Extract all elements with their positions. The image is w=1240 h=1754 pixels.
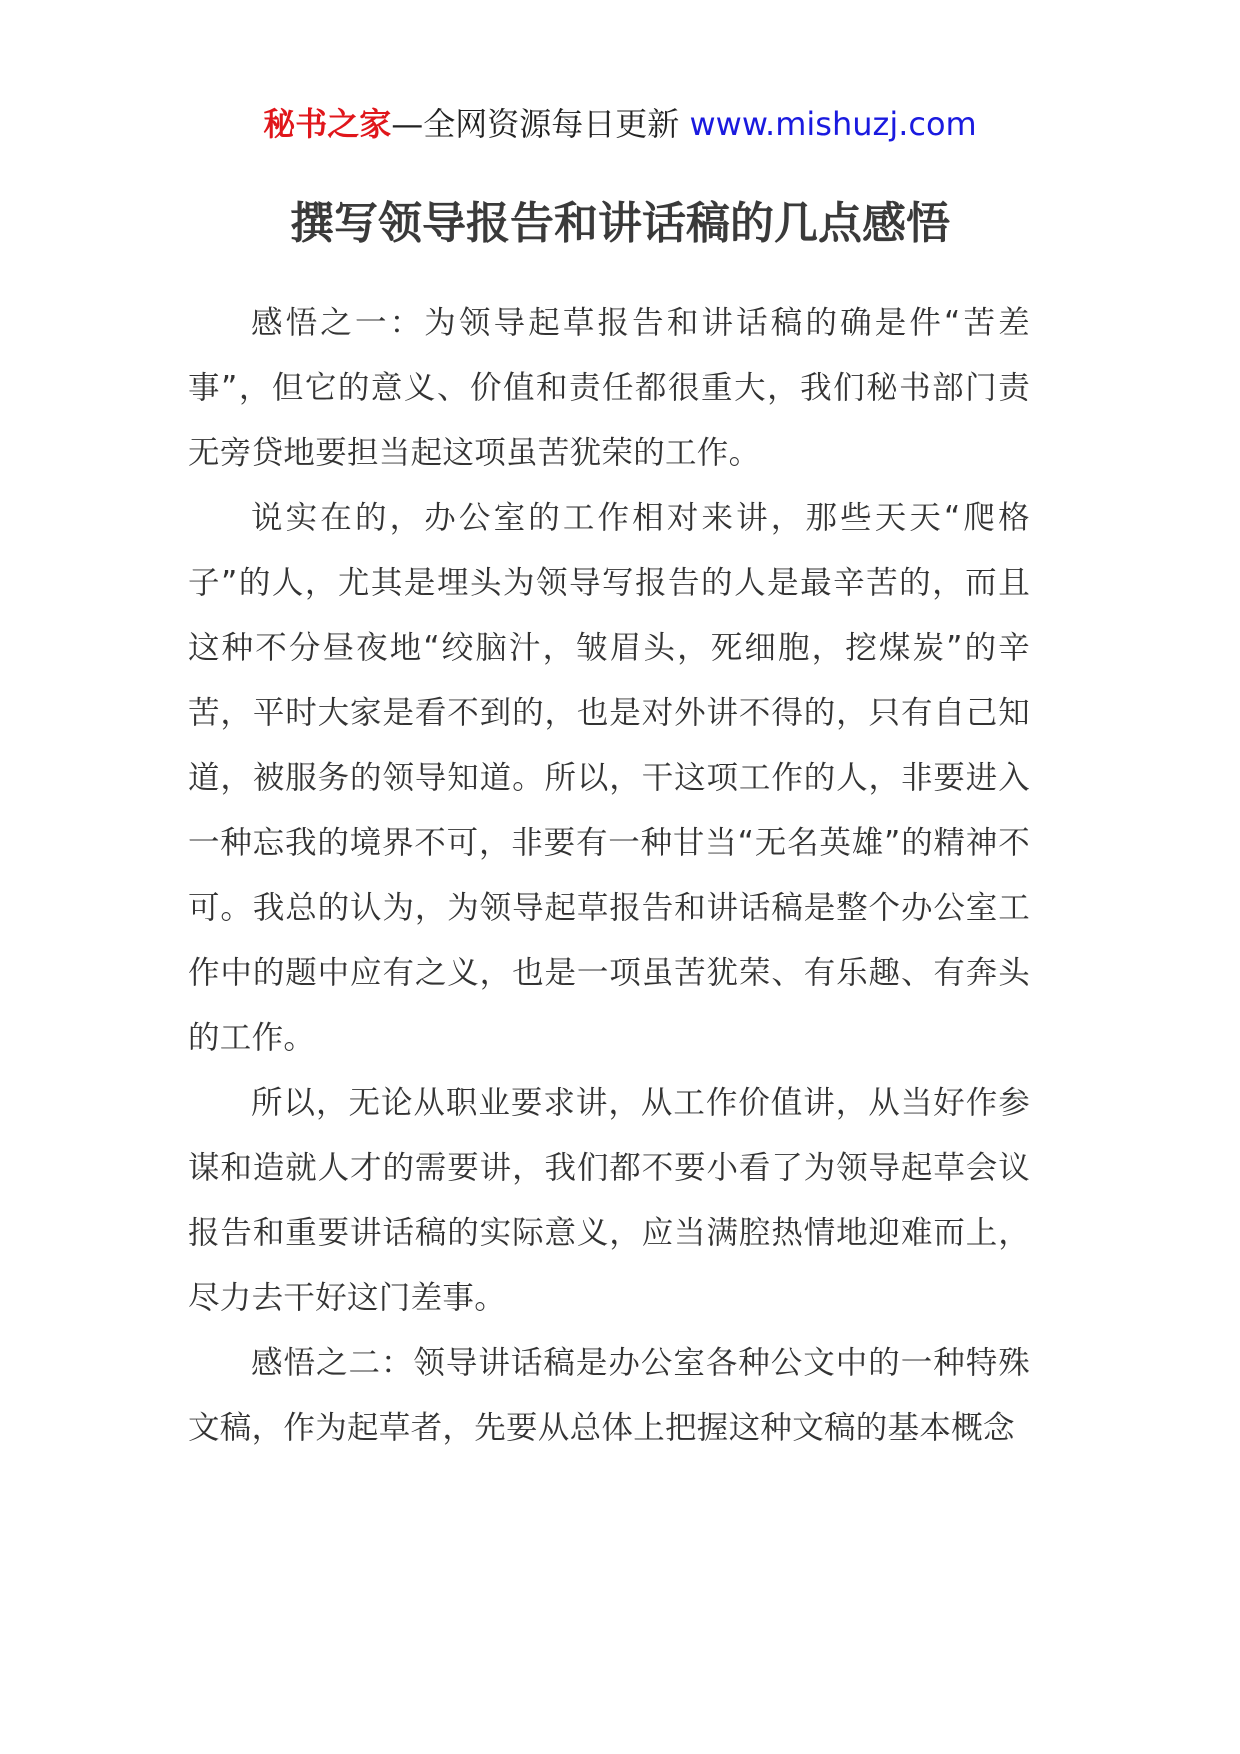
site-header <box>0 98 1240 150</box>
paragraph-1: 感悟之一：为领导起草报告和讲话稿的确是件“苦差事”，但它的意义、价值和责任都很重大，我们秘书部门责无旁贷地要担当起这项虽苦犹荣的工作。 <box>188 305 1030 471</box>
document-title: 撰写领导报告和讲话稿的几点感悟 <box>290 198 950 249</box>
site-slogan: —全网资源每日更新 <box>391 105 680 143</box>
paragraph-2: 说实在的，办公室的工作相对来讲，那些天天“爬格子”的人，尤其是埋头为领导写报告的人是最辛苦的，而且这种不分昼夜地“绞脑汁，皱眉头，死细胞，挖煤炭”的辛苦，平时大家是看不到的，也是对外讲不得的，只有自己知道，被服务的领导知道。所以，干这项工作的人，非要进入一种忘我的境界不可，非要有一种甘当“无名英雄”的精神不可。我总的认为，为领导起草报告和讲话稿是整个办公室工作中的题中应有之义，也是一项虽苦犹荣、有乐趣、有奔头的工作。 <box>188 500 1030 1056</box>
paragraph-4: 感悟之二：领导讲话稿是办公室各种公文中的一种特殊文稿，作为起草者，先要从总体上把握这种文稿的基本概念 <box>188 1345 1030 1446</box>
site-url-link[interactable]: www.mishuzj.com <box>689 105 977 143</box>
paragraph-3: 所以，无论从职业要求讲，从工作价值讲，从当好作参谋和造就人才的需要讲，我们都不要小看了为领导起草会议报告和重要讲话稿的实际意义，应当满腔热情地迎难而上，尽力去干好这门差事。 <box>188 1085 1030 1316</box>
site-brand: 秘书之家 <box>263 105 392 143</box>
document-body <box>188 291 1030 1461</box>
